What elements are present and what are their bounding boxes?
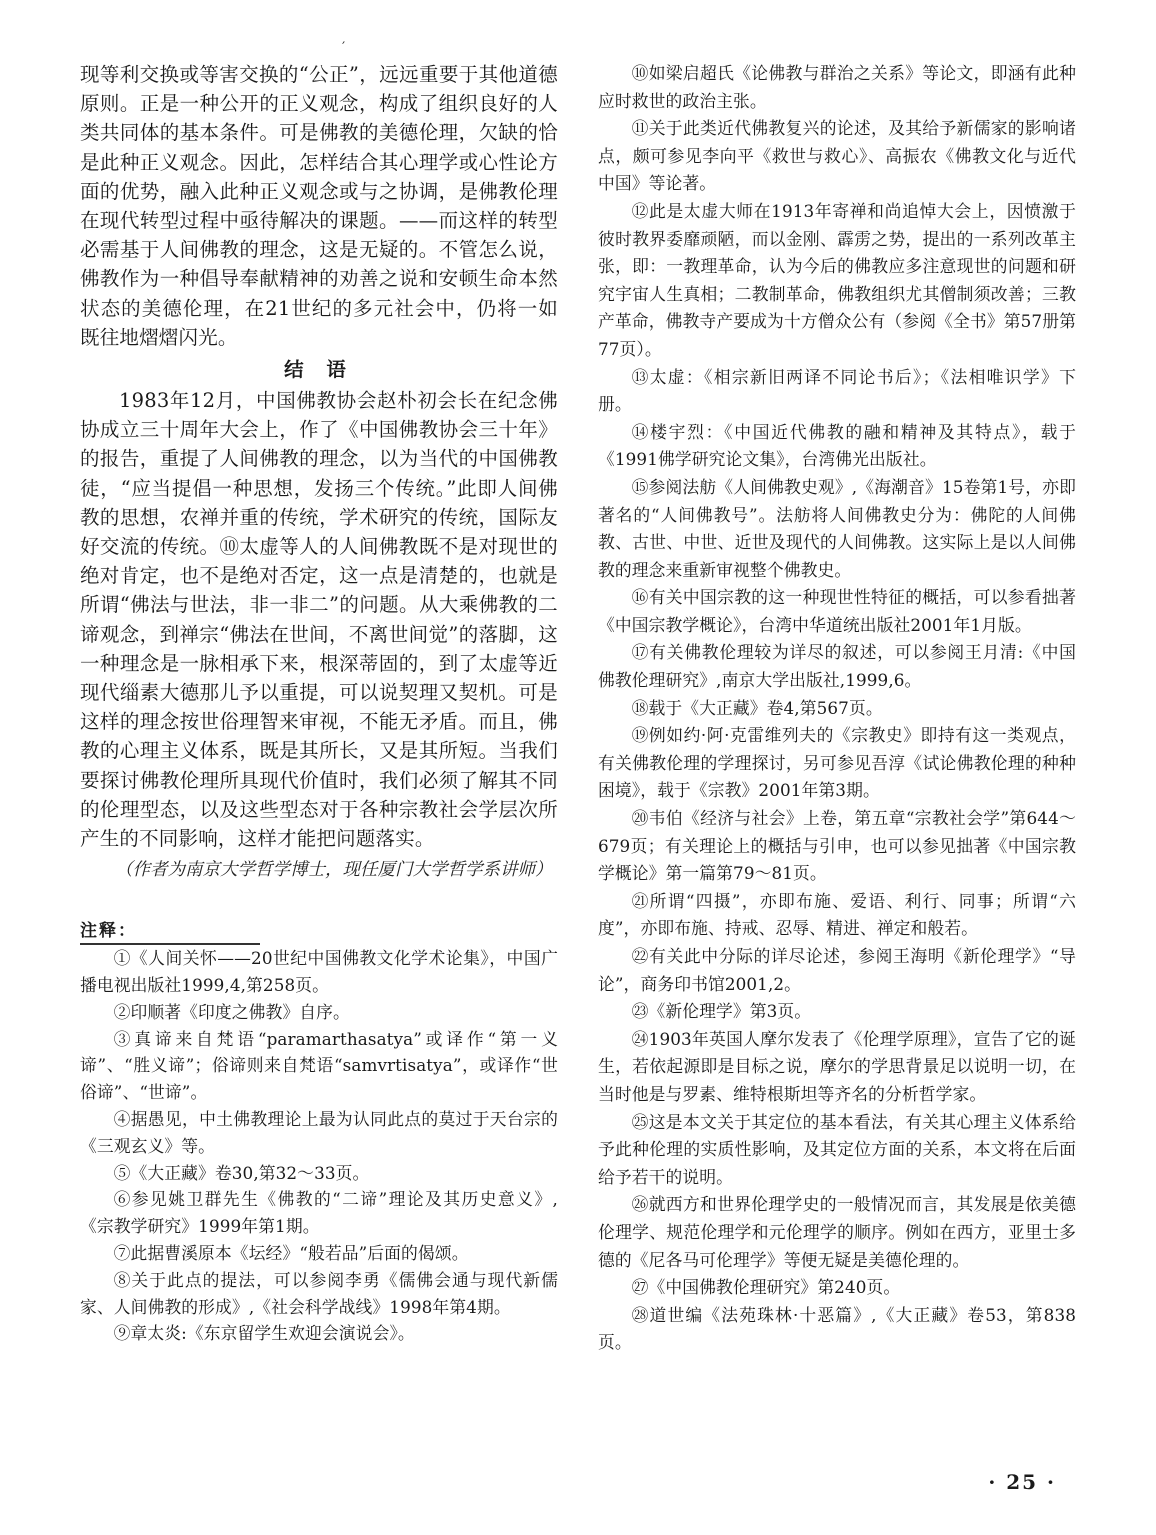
footnote: ⑦此据曹溪原本《坛经》“般若品”后面的偈颂。: [113, 1243, 469, 1264]
footnote: ②印顺著《印度之佛教》自序。: [113, 1001, 350, 1022]
footnote: ⑲例如约·阿·克雷维列夫的《宗教史》即持有这一类观点，有关佛教伦理的学理探讨，另可参见吾淳《试论佛教伦理的种种困境》，载于《宗教》2001年第3期。: [598, 725, 1076, 801]
footnote: ㉑所谓“四摄”，亦即布施、爱语、利行、同事；所谓“六度”，亦即布施、持戒、忍辱、精进、禅定和般若。: [598, 890, 1076, 939]
footnote: ⑤《大正藏》卷30,第32～33页。: [113, 1162, 370, 1183]
notes-heading: 注释：: [80, 919, 260, 945]
footnote: ㉓《新伦理学》第3页。: [631, 1001, 812, 1022]
footnote: ⑩如梁启超氏《论佛教与群治之关系》等论文，即涵有此种应时救世的政治主张。: [598, 63, 1076, 111]
footnote: ⑬太虚：《相宗新旧两译不同论书后》；《法相唯识学》下册。: [598, 366, 1076, 415]
footnote: ⑮参阅法舫《人间佛教史观》,《海潮音》15卷第1号，亦即著名的“人间佛教号”。法舫将人间佛教史分为：佛陀的人间佛教、古世、中世、近世及现代的人间佛教。这实际上是以人间佛教的理念来重新审视整个佛教史。: [598, 476, 1076, 580]
footnote: ⑧关于此点的提法，可以参阅李勇《儒佛会通与现代新儒家、人间佛教的形成》,《社会科学战线》1998年第4期。: [80, 1269, 558, 1317]
scan-mark: ′: [342, 40, 346, 56]
footnote: ㉕这是本文关于其定位的基本看法，有关其心理主义体系给予此种伦理的实质性影响，及其定位方面的关系，本文将在后面给予若干的说明。: [598, 1111, 1076, 1187]
footnote: ⑯有关中国宗教的这一种现世性特征的概括，可以参看拙著《中国宗教学概论》，台湾中华道统出版社2001年1月版。: [598, 587, 1076, 635]
footnote: ㉔1903年英国人摩尔发表了《伦理学原理》，宣告了它的诞生，若依起源即是目标之说，摩尔的学思背景足以说明一切，在当时他是与罗素、维特根斯坦等齐名的分析哲学家。: [598, 1028, 1076, 1104]
author-note: （作者为南京大学哲学博士，现任厦门大学哲学系讲师）: [115, 860, 553, 881]
footnote: ⑪关于此类近代佛教复兴的论述，及其给予新儒家的影响诸点，颇可参见李向平《救世与救心》、高振农《佛教文化与近代中国》等论著。: [598, 118, 1076, 194]
footnote: ⑳韦伯《经济与社会》上卷，第五章“宗教社会学”第644～679页；有关理论上的概括与引申，也可以参见拙著《中国宗教学概论》第一篇第79～81页。: [598, 808, 1076, 884]
footnote: ④据愚见，中土佛教理论上最为认同此点的莫过于天台宗的《三观玄义》等。: [80, 1109, 558, 1156]
footnote: ①《人间关怀——20世纪中国佛教文化学术论集》，中国广播电视出版社1999,4,第258页。: [80, 948, 558, 996]
left-column: [80, 60, 558, 1347]
footnote: ㉖就西方和世界伦理学史的一般情况而言，其发展是依美德伦理学、规范伦理学和元伦理学的顺序。例如在西方，亚里士多德的《尼各马可伦理学》等便无疑是美德伦理的。: [598, 1194, 1076, 1270]
footnote: ⑱载于《大正藏》卷4,第567页。: [631, 697, 883, 718]
footnote: ⑥参见姚卫群先生《佛教的“二谛”理论及其历史意义》,《宗教学研究》1999年第1期。: [80, 1189, 558, 1237]
page-number: · 25 ·: [988, 1470, 1056, 1494]
footnote: ⑰有关佛教伦理较为详尽的叙述，可以参阅王月清:《中国佛教伦理研究》,南京大学出版社,1999,6。: [598, 642, 1076, 691]
body-paragraph: 现等利交换或等害交换的“公正”，远远重要于其他道德原则。正是一种公开的正义观念，构成了组织良好的人类共同体的基本条件。可是佛教的美德伦理，欠缺的恰是此种正义观念。因此，怎样结合其心理学或心性论方面的优势，融入此种正义观念或与之协调，是佛教伦理在现代转型过程中亟待解决的课题。——而这样的转型必需基于人间佛教的理念，这是无疑的。不管怎么说，佛教作为一种倡导奉献精神的劝善之说和安顿生命本然状态的美德伦理，在21世纪的多元社会中，仍将一如既往地熠熠闪光。: [80, 63, 558, 349]
footnote: ⑨章太炎:《东京留学生欢迎会演说会》。: [113, 1323, 415, 1344]
right-column: [598, 60, 1076, 1357]
footnote: ⑭楼宇烈：《中国近代佛教的融和精神及其特点》，载于《1991佛学研究论文集》，台湾佛光出版社。: [598, 421, 1076, 470]
footnote: ㉘道世编《法苑珠林·十恶篇》,《大正藏》卷53，第838页。: [598, 1304, 1076, 1353]
footnote: ⑫此是太虚大师在1913年寄禅和尚追悼大会上，因愤激于彼时教界委靡顽陋，而以金刚、霹雳之势，提出的一系列改革主张，即：一教理革命，认为今后的佛教应多注意现世的问题和研究宇宙人生真相；二教制革命，佛教组织尤其僧制须改善；三教产革命，佛教寺产要成为十方僧众公有（参阅《全书》第57册第77页）。: [598, 200, 1076, 359]
conclusion-paragraph: 1983年12月，中国佛教协会赵朴初会长在纪念佛协成立三十周年大会上，作了《中国佛教协会三十年》的报告，重提了人间佛教的理念，以为当代的中国佛教徒，“应当提倡一种思想，发扬三个传统。”此即人间佛教的思想，农禅并重的传统，学术研究的传统，国际友好交流的传统。⑩太虚等人的人间佛教既不是对现世的绝对肯定，也不是绝对否定，这一点是清楚的，也就是所谓“佛法与世法，非一非二”的问题。从大乘佛教的二谛观念，到禅宗“佛法在世间，不离世间觉”的落脚，这一种理念是一脉相承下来，根深蒂固的，到了太虚等近现代缁素大德那儿予以重提，可以说契理又契机。可是这样的理念按世俗理智来审视，不能无矛盾。而且，佛教的心理主义体系，既是其所长，又是其所短。当我们要探讨佛教伦理所具现代价值时，我们必须了解其不同的伦理型态，以及这些型态对于各种宗教社会学层次所产生的不同影响，这样才能把问题落实。: [80, 389, 558, 851]
footnote: ③真谛来自梵语“paramarthasatya”或译作“第一义谛”、“胜义谛”；俗谛则来自梵语“samvrtisatya”，或译作“世俗谛”、“世谛”。: [80, 1028, 558, 1103]
section-heading-conclusion: 结 语: [284, 358, 354, 382]
footnote: ㉗《中国佛教伦理研究》第240页。: [631, 1277, 901, 1298]
footnote: ㉒有关此中分际的详尽论述，参阅王海明《新伦理学》“导论”，商务印书馆2001,2。: [598, 946, 1076, 994]
